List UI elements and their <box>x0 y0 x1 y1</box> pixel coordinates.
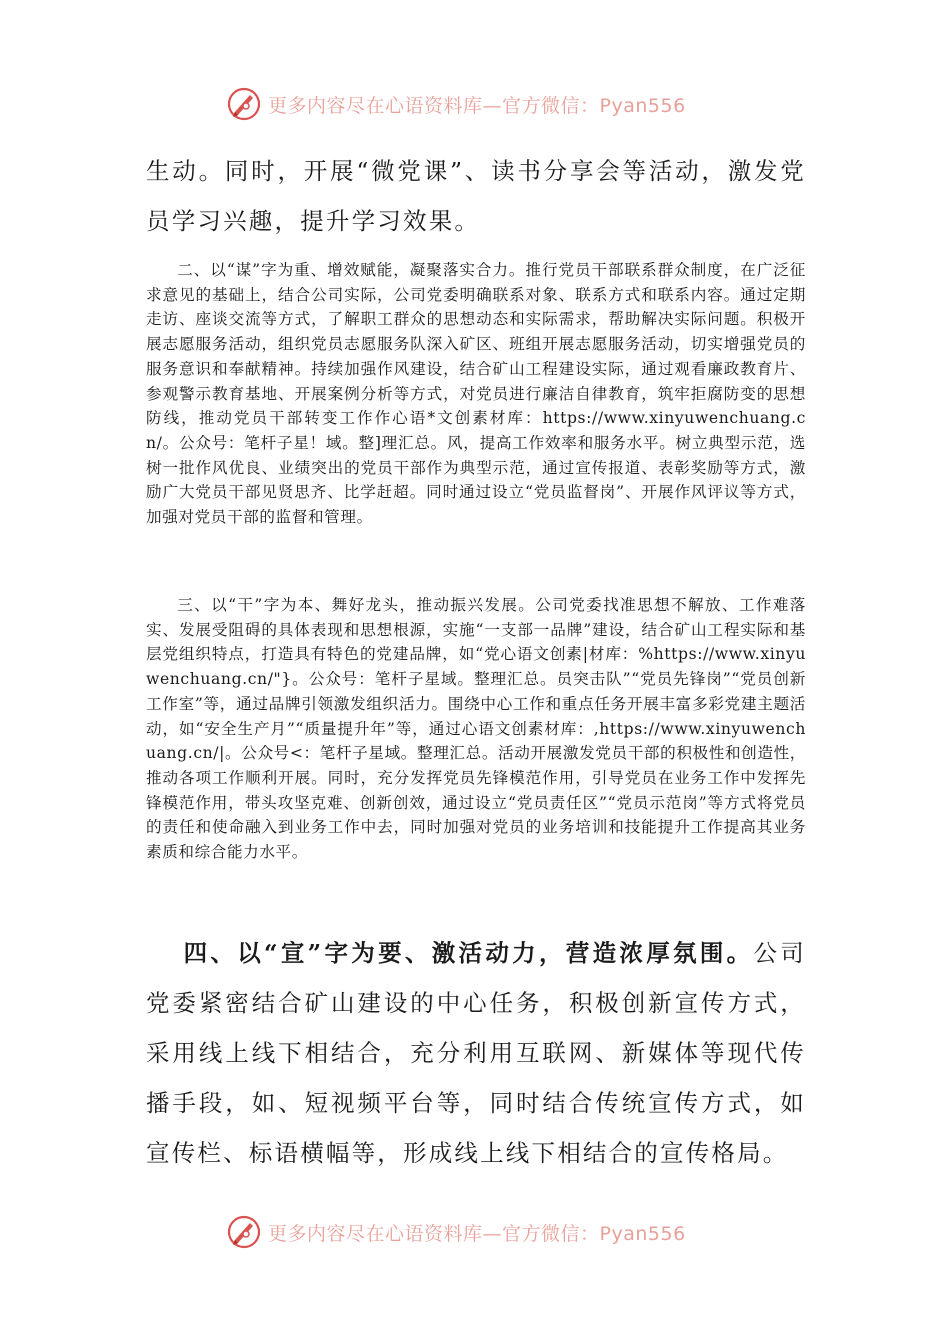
footer-banner <box>226 1212 686 1252</box>
header-banner <box>226 84 686 124</box>
section-four-body: 公司党委紧密结合矿山建设的中心任务，积极创新宣传方式，采用线上线下相结合，充分利用互联网、新媒体等现代传播手段，如、短视频平台等，同时结合传统宣传方式，如宣传栏、标语横幅等，形成线上线下相结合的宣传格局。 <box>146 939 806 1167</box>
banner-account: Pyan556 <box>599 94 686 117</box>
paragraph-continuation: 生动。同时，开展“微党课”、读书分享会等活动，激发党员学习兴趣，提升学习效果。 <box>146 157 806 235</box>
banner-text: 更多内容尽在心语资料库—官方微信：Pyan556 <box>268 1222 686 1245</box>
pen-circle-icon <box>226 86 262 122</box>
section-four-heading: 四、以“宣”字为要、激活动力，营造浓厚氛围。 <box>183 939 754 967</box>
banner-text: 更多内容尽在心语资料库—官方微信：Pyan556 <box>268 94 686 117</box>
banner-account: Pyan556 <box>599 1222 686 1245</box>
paragraph-section-four <box>146 928 806 1178</box>
paragraph-section-three: 三、以“干”字为本、舞好龙头，推动振兴发展。公司党委找准思想不解放、工作难落实、发展受阻碍的具体表现和思想根源，实施“一支部一品牌”建设，结合矿山工程实际和基层党组织特点，打造具有特色的党建品牌，如“党心语文创素|材库：%https://www.xinyuwenchuang.cn/"}。公众号：笔杆子星域。整理汇总。员突击队”“党员先锋岗”“党员创新工作室”等，通过品牌引领激发组织活力。围绕中心工作和重点任务开展丰富多彩党建主题活动，如“安全生产月”“质量提升年”等，通过心语文创素材库：,https://www.xinyuwenchuang.cn/|。公众号<：笔杆子星域。整理汇总。活动开展激发党员干部的积极性和创造性，推动各项工作顺利开展。同时，充分发挥党员先锋模范作用，引导党员在业务工作中发挥先锋模范作用，带头攻坚克难、创新创效，通过设立“党员责任区”“党员示范岗”等方式将党员的责任和使命融入到业务工作中去，同时加强对党员的业务培训和技能提升工作提高其业务素质和综合能力水平。 <box>146 596 806 862</box>
pen-circle-icon <box>226 1214 262 1250</box>
paragraph-section-two: 二、以“谋”字为重、增效赋能，凝聚落实合力。推行党员干部联系群众制度，在广泛征求意见的基础上，结合公司实际，公司党委明确联系对象、联系方式和联系内容。通过定期走访、座谈交流等方式，了解职工群众的思想动态和实际需求，帮助解决实际问题。积极开展志愿服务活动，组织党员志愿服务队深入矿区、班组开展志愿服务活动，切实增强党员的服务意识和奉献精神。持续加强作风建设，结合矿山工程建设实际，通过观看廉政教育片、参观警示教育基地、开展案例分析等方式，对党员进行廉洁自律教育，筑牢拒腐防变的思想防线，推动党员干部转变工作作心语*文创素材库：https://www.xinyuwenchuang.cn/。公众号：笔杆子星！域。整]理汇总。风，提高工作效率和服务水平。树立典型示范，选树一批作风优良、业绩突出的党员干部作为典型示范，通过宣传报道、表彰奖励等方式，激励广大党员干部见贤思齐、比学赶超。同时通过设立“党员监督岗”、开展作风评议等方式，加强对党员干部的监督和管理。 <box>146 261 806 527</box>
